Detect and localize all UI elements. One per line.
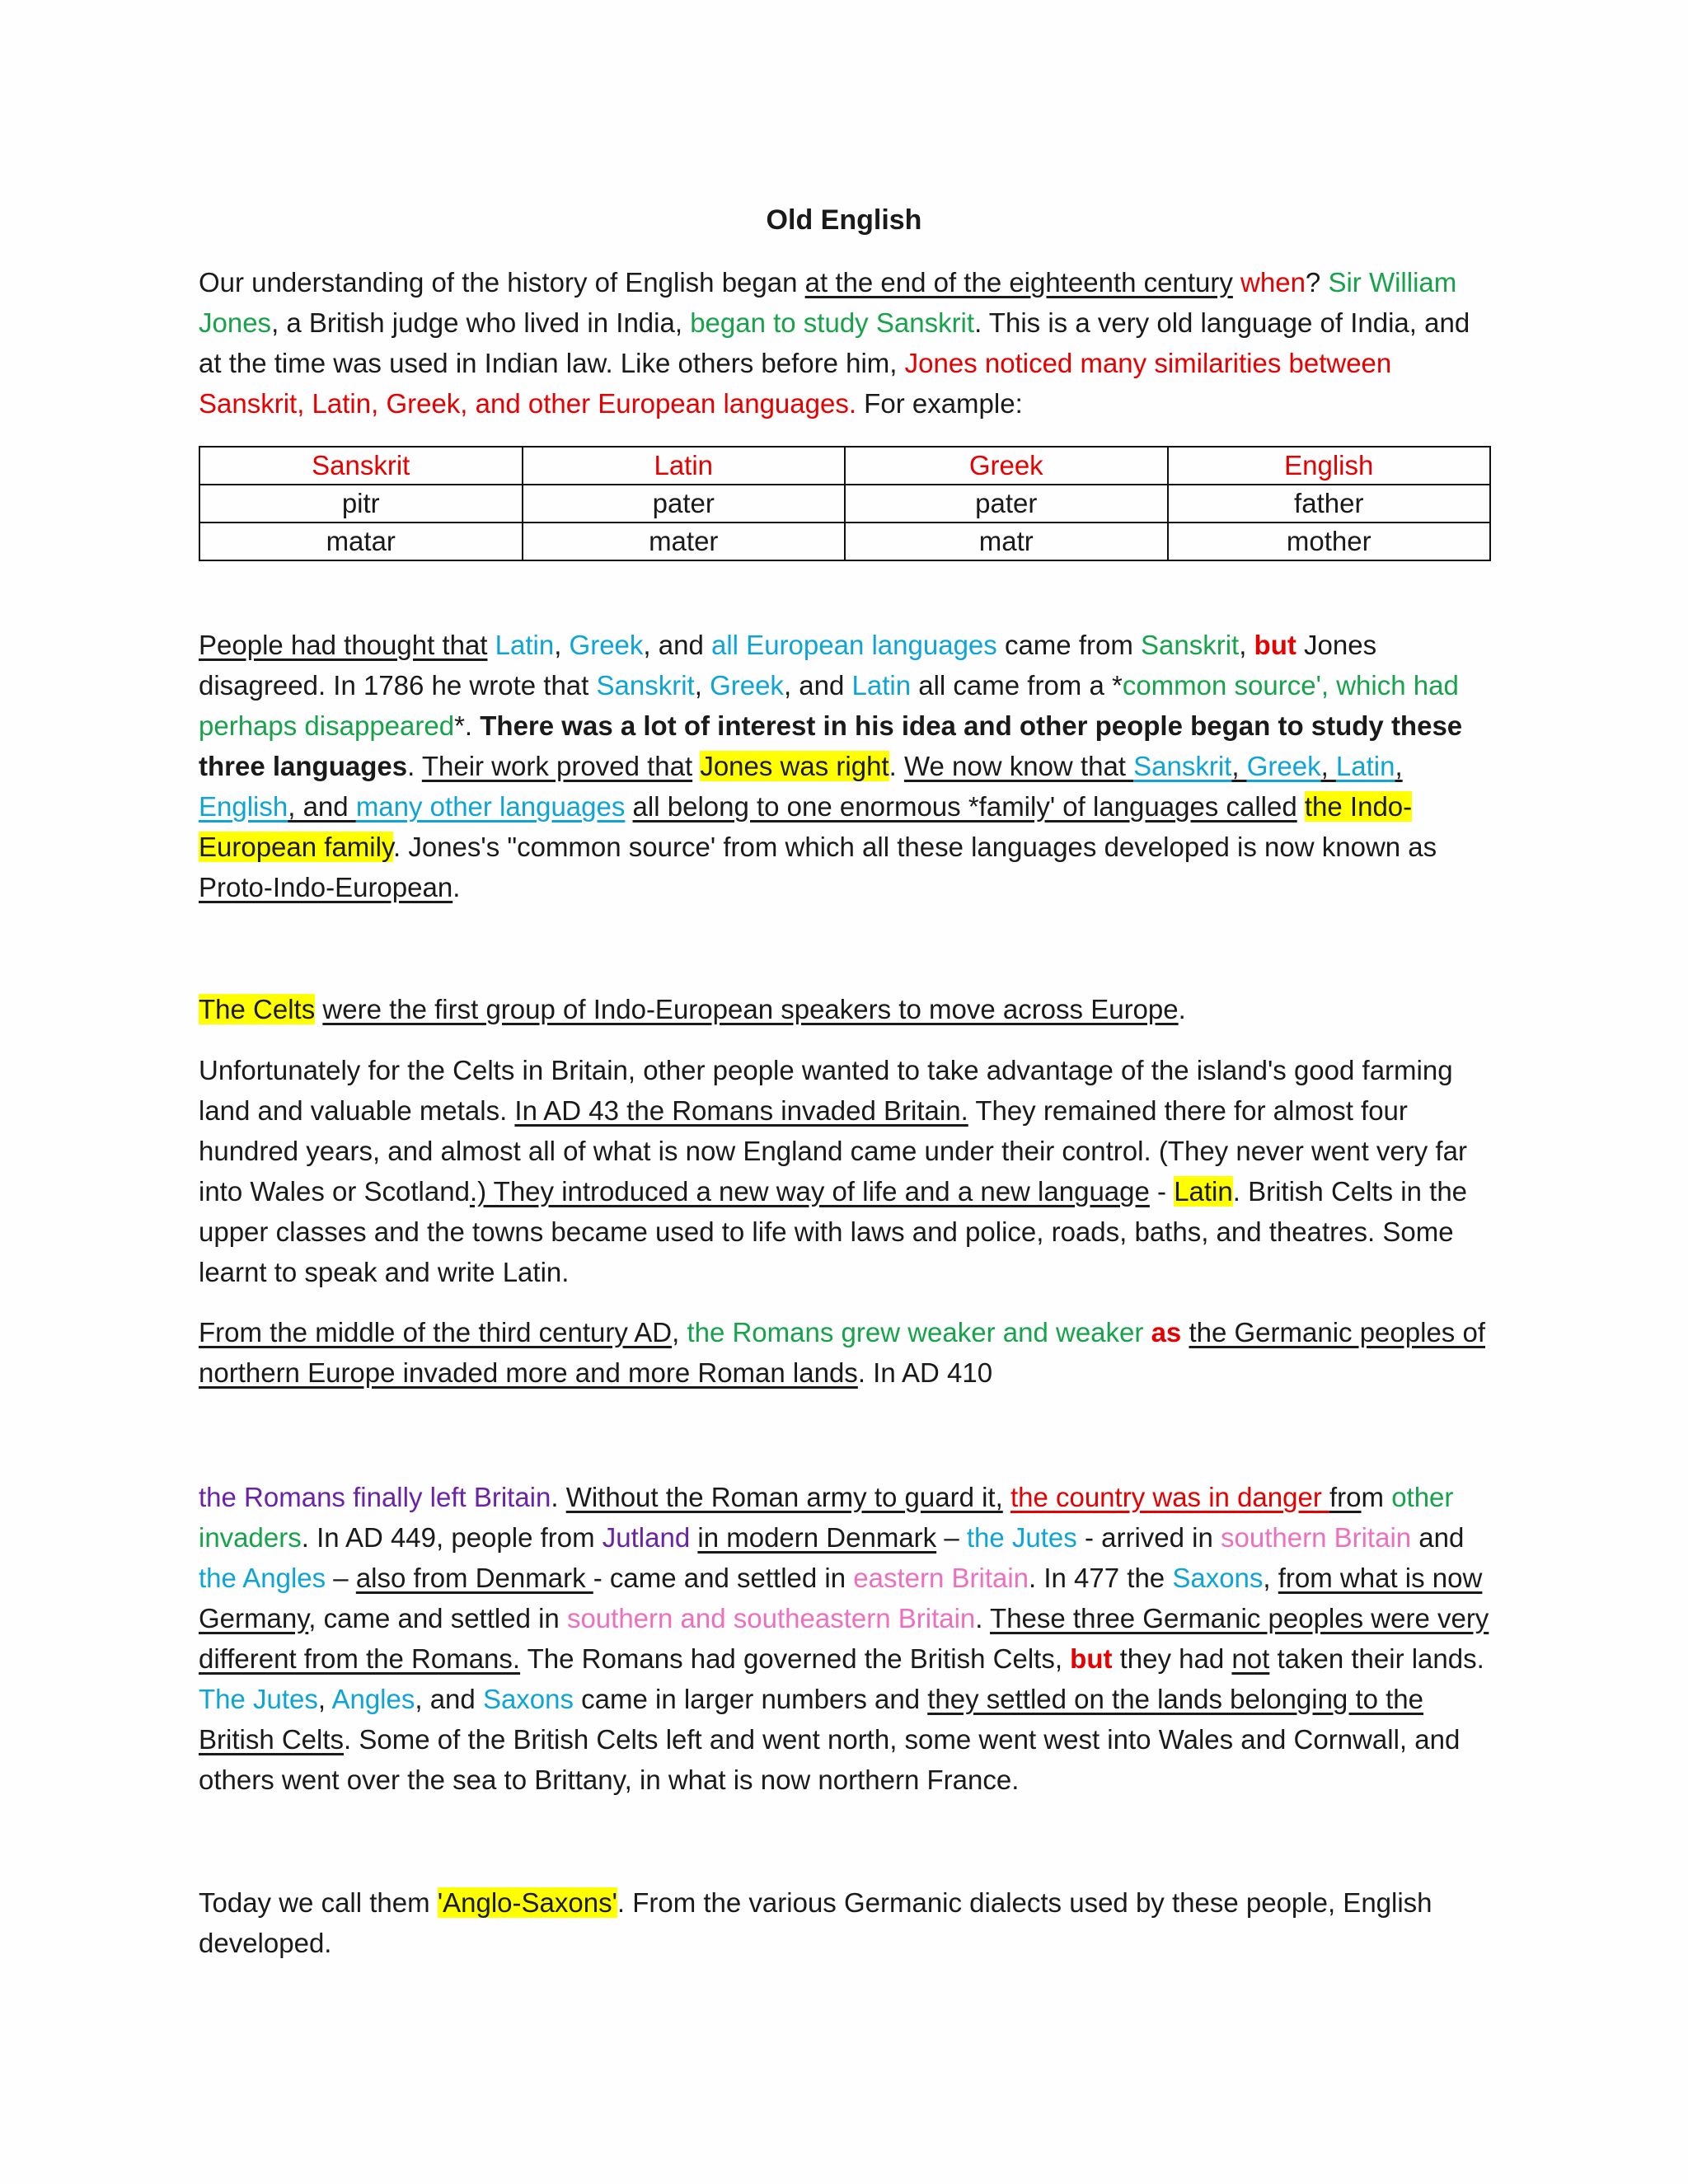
text: . In 477 the	[1029, 1563, 1173, 1593]
paragraph-jones	[199, 625, 1498, 907]
text: –	[936, 1522, 967, 1553]
text: -	[1149, 1176, 1175, 1207]
text: all came from a *	[911, 670, 1123, 701]
underlined-text: fro	[1329, 1482, 1362, 1512]
highlighted-name: Sir William Jones	[199, 267, 1457, 338]
text: - arrived in	[1076, 1522, 1221, 1553]
table-header-cell: Sanskrit	[199, 447, 523, 485]
text: ,	[317, 1684, 332, 1714]
text: . In AD 449, people from	[301, 1522, 603, 1553]
text: .	[889, 751, 904, 781]
paragraph-invaders	[199, 1477, 1498, 1800]
underlined-text: .) They introduced a new way of life and a new language	[469, 1176, 1150, 1207]
text: , and	[643, 630, 711, 660]
colored-text: English	[199, 791, 288, 822]
colored-text: eastern Britain	[853, 1563, 1029, 1593]
text: .	[551, 1482, 566, 1512]
highlighted-text: Latin	[1174, 1176, 1233, 1207]
text: , a British judge who lived in India,	[271, 307, 691, 338]
paragraph-anglo-saxons	[199, 1882, 1498, 1963]
text: .	[452, 872, 461, 902]
table-header-cell: English	[1168, 447, 1491, 485]
text: ,	[1239, 630, 1254, 660]
text: ?	[1305, 267, 1329, 298]
colored-text: Sanskrit	[596, 670, 695, 701]
colored-text: Greek	[1246, 751, 1321, 781]
page-title: Old English	[766, 204, 922, 236]
highlighted-text: the Indo-European family	[199, 791, 1413, 862]
colored-text: the Angles	[199, 1563, 326, 1593]
colored-text: The Jutes	[199, 1684, 318, 1714]
text: .	[407, 751, 422, 781]
text: . In AD 410	[857, 1357, 993, 1388]
text: Unfortunately for the Celts in Britain, other people wanted to take advantage of the island's good farming land and valuable metals.	[199, 1055, 1453, 1126]
text: , and	[783, 670, 852, 701]
underlined-text: all belong to one enormous *family' of languages called	[632, 791, 1297, 822]
text	[625, 791, 632, 822]
colored-text: the country was in danger	[1010, 1482, 1329, 1512]
colored-text: all European languages	[711, 630, 997, 660]
text: ,	[672, 1317, 687, 1347]
text: Jones disagreed. In 1786 he wrote that	[199, 630, 1377, 701]
colored-text: began to study Sanskrit	[690, 307, 975, 338]
table-cell: father	[1168, 485, 1491, 523]
text: ,	[694, 670, 710, 701]
table-header-cell: Greek	[845, 447, 1168, 485]
bold-conjunction: but	[1254, 630, 1296, 660]
text: .	[1178, 994, 1186, 1024]
highlighted-text: 'Anglo-Saxons'	[437, 1887, 617, 1918]
underlined-text: People had thought that	[199, 630, 488, 660]
text	[1143, 1317, 1151, 1347]
text: taken their lands.	[1269, 1643, 1484, 1674]
table-row	[199, 485, 1490, 523]
paragraph-intro	[199, 262, 1498, 424]
underlined-text: the Germanic peoples of northern Europe invaded more and more Roman lands	[199, 1317, 1485, 1388]
text	[690, 1522, 697, 1553]
underlined-text: , and	[288, 791, 356, 822]
colored-text: many other languages	[355, 791, 626, 822]
text	[692, 751, 700, 781]
text: came in larger numbers and	[574, 1684, 928, 1714]
colored-text: southern Britain	[1221, 1522, 1412, 1553]
text: Today we call them	[199, 1887, 438, 1918]
underlined-text: they settled on the lands belonging to the British Celts	[199, 1684, 1424, 1755]
paragraph-romans	[199, 1050, 1498, 1292]
underlined-text: These three Germanic peoples were very different from the Romans.	[199, 1603, 1489, 1674]
underlined-text: In AD 43 the Romans invaded Britain.	[514, 1095, 968, 1126]
underlined-text: We now know that	[903, 751, 1134, 781]
text: , and	[415, 1684, 483, 1714]
table-cell: matar	[199, 523, 523, 560]
underlined-text: not	[1231, 1643, 1270, 1674]
text: ,	[1263, 1563, 1278, 1593]
table-cell: mater	[523, 523, 846, 560]
text	[487, 630, 495, 660]
colored-text: Saxons	[482, 1684, 574, 1714]
text: The Romans had governed the British Celts,	[520, 1643, 1071, 1674]
text: They remained there for almost four hundred years, and almost all of what is now England came under their control. (They never went very far into Wales or Scotland	[199, 1095, 1467, 1207]
colored-text: Greek	[710, 670, 784, 701]
annotation-text: when	[1232, 267, 1306, 298]
colored-text: other invaders	[199, 1482, 1454, 1553]
paragraph-celts	[199, 989, 1498, 1029]
text: . From the various Germanic dialects used by these people, English developed.	[199, 1887, 1432, 1958]
highlighted-text: Jones was right	[700, 751, 889, 781]
text: .	[975, 1603, 991, 1633]
colored-text: Sanskrit	[1133, 751, 1232, 781]
colored-text: southern and southeastern Britain	[566, 1603, 976, 1633]
text	[1297, 791, 1305, 822]
table-header-row	[199, 447, 1490, 485]
text: came from	[996, 630, 1141, 660]
text: . Jones's "common source' from which all these languages developed is now known as	[393, 832, 1437, 862]
underlined-text: Without the Roman army to guard it,	[565, 1482, 1003, 1512]
underlined-text: Their work proved that	[421, 751, 693, 781]
underlined-text: also from Denmark	[355, 1563, 593, 1593]
table-cell: mother	[1168, 523, 1491, 560]
text: –	[326, 1563, 356, 1593]
table-cell: pater	[845, 485, 1168, 523]
colored-text: Jutland	[602, 1522, 691, 1553]
text: . British Celts in the upper classes and the towns became used to life with laws and police, roads, baths, and theatres. Some learnt to speak and write Latin.	[199, 1176, 1468, 1287]
underlined-text: were the first group of Indo-European speakers to move across Europe	[322, 994, 1179, 1024]
bold-conjunction: as	[1151, 1317, 1182, 1347]
colored-text: Sanskrit	[1140, 630, 1240, 660]
language-comparison-table	[199, 446, 1491, 561]
table-header-cell: Latin	[523, 447, 846, 485]
colored-text: Latin	[495, 630, 555, 660]
text: . This is a very old language of India, and at the time was used in Indian law. Like others before him,	[199, 307, 1470, 378]
colored-text: Latin	[851, 670, 912, 701]
text: *.	[454, 710, 481, 741]
underlined-text: from what is now Germany	[199, 1563, 1483, 1633]
colored-text: Angles	[331, 1684, 415, 1714]
underlined-text: ,	[1231, 751, 1247, 781]
colored-text: Jones noticed many similarities between Sanskrit, Latin, Greek, and other European languages.	[199, 348, 1392, 419]
text: and	[1411, 1522, 1465, 1553]
colored-text: the Jutes	[966, 1522, 1077, 1553]
bold-conjunction: but	[1070, 1643, 1113, 1674]
table-row	[199, 523, 1490, 560]
colored-text: the Romans grew weaker and weaker	[687, 1317, 1144, 1347]
text: . Some of the British Celts left and went north, some went west into Wales and Cornwall, and others went over the sea to Brittany, in what is now northern France.	[199, 1724, 1461, 1795]
underlined-text: ,	[1320, 751, 1336, 781]
text: ,	[554, 630, 570, 660]
table-cell: pater	[523, 485, 846, 523]
text: m	[1361, 1482, 1392, 1512]
text	[1003, 1482, 1010, 1512]
colored-text: the Romans finally left Britain	[199, 1482, 551, 1512]
colored-text: Greek	[569, 630, 644, 660]
table-cell: pitr	[199, 485, 523, 523]
text: For example:	[856, 388, 1023, 419]
text	[315, 994, 322, 1024]
highlighted-text: The Celts	[199, 994, 316, 1024]
text: Our understanding of the history of English began	[199, 267, 805, 298]
underlined-text: Proto-Indo-European	[199, 872, 453, 902]
colored-text: common source', which had perhaps disappeared	[199, 670, 1459, 741]
table-cell: matr	[845, 523, 1168, 560]
underlined-text: in modern Denmark	[697, 1522, 937, 1553]
text: - came and settled in	[593, 1563, 854, 1593]
paragraph-decline	[199, 1312, 1498, 1393]
bold-text: There was a lot of interest in his idea and other people began to study these three languages	[199, 710, 1463, 781]
underlined-text: at the end of the eighteenth century	[804, 267, 1233, 298]
text: , came and settled in	[308, 1603, 567, 1633]
text: they had	[1112, 1643, 1232, 1674]
colored-text: Latin	[1335, 751, 1395, 781]
underlined-text: From the middle of the third century AD	[199, 1317, 673, 1347]
underlined-text: ,	[1395, 751, 1403, 781]
colored-text: Saxons	[1172, 1563, 1264, 1593]
